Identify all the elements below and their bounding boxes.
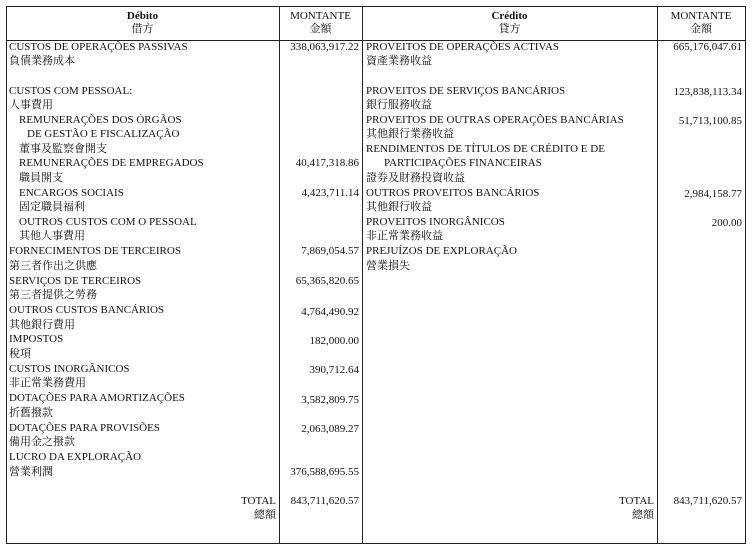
credit-amount-header — [657, 10, 745, 36]
credit-item-label: OUTROS PROVEITOS BANCÁRIOS — [366, 187, 540, 199]
debit-item-label: IMPOSTOS — [9, 333, 64, 345]
credit-item-label: PREJUÍZOS DE EXPLORAÇÃO — [366, 245, 517, 257]
debit-total-label: TOTAL — [241, 495, 276, 507]
debit-item-label: CUSTOS INORGÂNICOS — [9, 363, 130, 375]
credit-item-label-zh: 其他銀行收益 — [366, 201, 432, 213]
debit-header — [6, 10, 279, 36]
credit-item-amount: 123,838,113.34 — [673, 86, 742, 98]
debit-item-label-zh: 負債業務成本 — [9, 55, 75, 67]
debit-item-label: LUCRO DA EXPLORAÇÃO — [9, 451, 142, 463]
debit-item-label: CUSTOS DE OPERAÇÕES PASSIVAS — [9, 41, 188, 53]
credit-item-amount: 200.00 — [711, 217, 742, 229]
debit-item-amount: 7,869,054.57 — [301, 245, 359, 257]
debit-item-label: CUSTOS COM PESSOAL: — [9, 85, 133, 97]
left-border — [6, 6, 7, 544]
debit-subitem-label-zh: 董事及監察會開支 — [19, 143, 107, 155]
debit-subitem-label: REMUNERAÇÕES DE EMPREGADOS — [19, 157, 204, 169]
debit-subitem-label: OUTROS CUSTOS COM O PESSOAL — [19, 216, 197, 228]
credit-item-label-cont: PARTICIPAÇÕES FINANCEIRAS — [384, 157, 542, 169]
debit-item-label: OUTROS CUSTOS BANCÁRIOS — [9, 304, 165, 316]
credit-header — [362, 10, 657, 36]
profit-loss-statement — [6, 6, 746, 544]
debit-item-amount: 4,764,490.92 — [301, 306, 359, 318]
credit-item-amount: 51,713,100.85 — [678, 115, 742, 127]
debit-item-label: DOTAÇÕES PARA PROVISÕES — [9, 422, 160, 434]
debit-subitem-label: ENCARGOS SOCIAIS — [19, 187, 124, 199]
debit-item-label-zh: 營業利潤 — [9, 466, 53, 478]
debit-header-zh: 借方 — [131, 23, 154, 35]
debit-item-label: DOTAÇÕES PARA AMORTIZAÇÕES — [9, 392, 185, 404]
debit-item-amount: 376,588,695.55 — [290, 466, 359, 478]
credit-total-label: TOTAL — [619, 495, 654, 507]
debit-subitem-label: REMUNERAÇÕES DOS ÓRGÃOS — [19, 114, 182, 126]
debit-item-label-zh: 非正常業務費用 — [9, 377, 86, 389]
credit-item-label-zh: 營業損失 — [366, 260, 410, 272]
credit-amount-header-pt: MONTANTE — [670, 10, 732, 22]
debit-item-label-zh: 其他銀行費用 — [9, 319, 75, 331]
debit-item-amount: 390,712.64 — [309, 364, 359, 376]
credit-total-label-zh: 總額 — [632, 509, 654, 521]
credit-item-label: PROVEITOS DE OPERAÇÕES ACTIVAS — [366, 41, 560, 53]
debit-item-label-zh: 備用金之撥款 — [9, 436, 75, 448]
debit-item-label: SERVIÇOS DE TERCEIROS — [9, 275, 142, 287]
credit-item-amount: 2,984,158.77 — [684, 188, 742, 200]
debit-item-amount: 2,063,089.27 — [301, 423, 359, 435]
debit-credit-divider — [362, 6, 363, 544]
right-border — [745, 6, 746, 544]
debit-subitem-label-zh: 固定職員福利 — [19, 201, 85, 213]
debit-subitem-label-zh: 職員開支 — [19, 172, 63, 184]
table-top-border — [6, 6, 746, 7]
credit-item-label: PROVEITOS DE OUTRAS OPERAÇÕES BANCÁRIAS — [366, 114, 624, 126]
debit-header-pt: Débito — [126, 10, 159, 22]
credit-amount-header-zh: 金額 — [690, 23, 712, 35]
debit-subitem-label-cont: DE GESTÃO E FISCALIZAÇÃO — [27, 128, 180, 140]
debit-item-label-zh: 人事費用 — [9, 99, 53, 111]
credit-item-label-zh: 其他銀行業務收益 — [366, 128, 454, 140]
credit-item-amount: 665,176,047.61 — [673, 41, 742, 53]
credit-item-label-zh: 證券及財務投資收益 — [366, 172, 465, 184]
credit-total-amount: 843,711,620.57 — [673, 495, 742, 507]
debit-item-amount: 65,365,820.65 — [295, 275, 359, 287]
debit-amount-header-pt: MONTANTE — [290, 10, 351, 22]
debit-item-label-zh: 第三者提供之勞務 — [9, 289, 97, 301]
debit-item-amount: 3,582,809.75 — [301, 394, 359, 406]
debit-total-label-zh: 總額 — [254, 509, 276, 521]
debit-item-amount: 40,417,318.86 — [295, 157, 359, 169]
debit-amount-header-zh: 金額 — [309, 23, 332, 35]
debit-item-amount: 338,063,917.22 — [290, 41, 359, 53]
credit-item-label: PROVEITOS INORGÂNICOS — [366, 216, 505, 228]
credit-header-pt: Crédito — [491, 10, 528, 22]
credit-item-label-zh: 銀行服務收益 — [366, 99, 432, 111]
debit-subitem-label-zh: 其他人事費用 — [19, 230, 85, 242]
debit-amount-header — [279, 10, 362, 36]
debit-item-amount: 182,000.00 — [309, 335, 359, 347]
debit-item-amount: 4,423,711.14 — [301, 187, 359, 199]
debit-item-label-zh: 第三者作出之供應 — [9, 260, 97, 272]
credit-item-label: PROVEITOS DE SERVIÇOS BANCÁRIOS — [366, 85, 566, 97]
debit-item-label: FORNECIMENTOS DE TERCEIROS — [9, 245, 181, 257]
credit-item-label-zh: 非正常業務收益 — [366, 230, 443, 242]
credit-item-label: RENDIMENTOS DE TÍTULOS DE CRÉDITO E DE — [366, 143, 605, 155]
credit-header-zh: 貸方 — [498, 23, 521, 35]
debit-total-amount: 843,711,620.57 — [290, 495, 359, 507]
debit-item-label-zh: 稅項 — [9, 348, 31, 360]
debit-item-label-zh: 折舊撥款 — [9, 407, 53, 419]
table-bottom-border — [6, 543, 746, 544]
credit-item-label-zh: 資產業務收益 — [366, 55, 432, 67]
